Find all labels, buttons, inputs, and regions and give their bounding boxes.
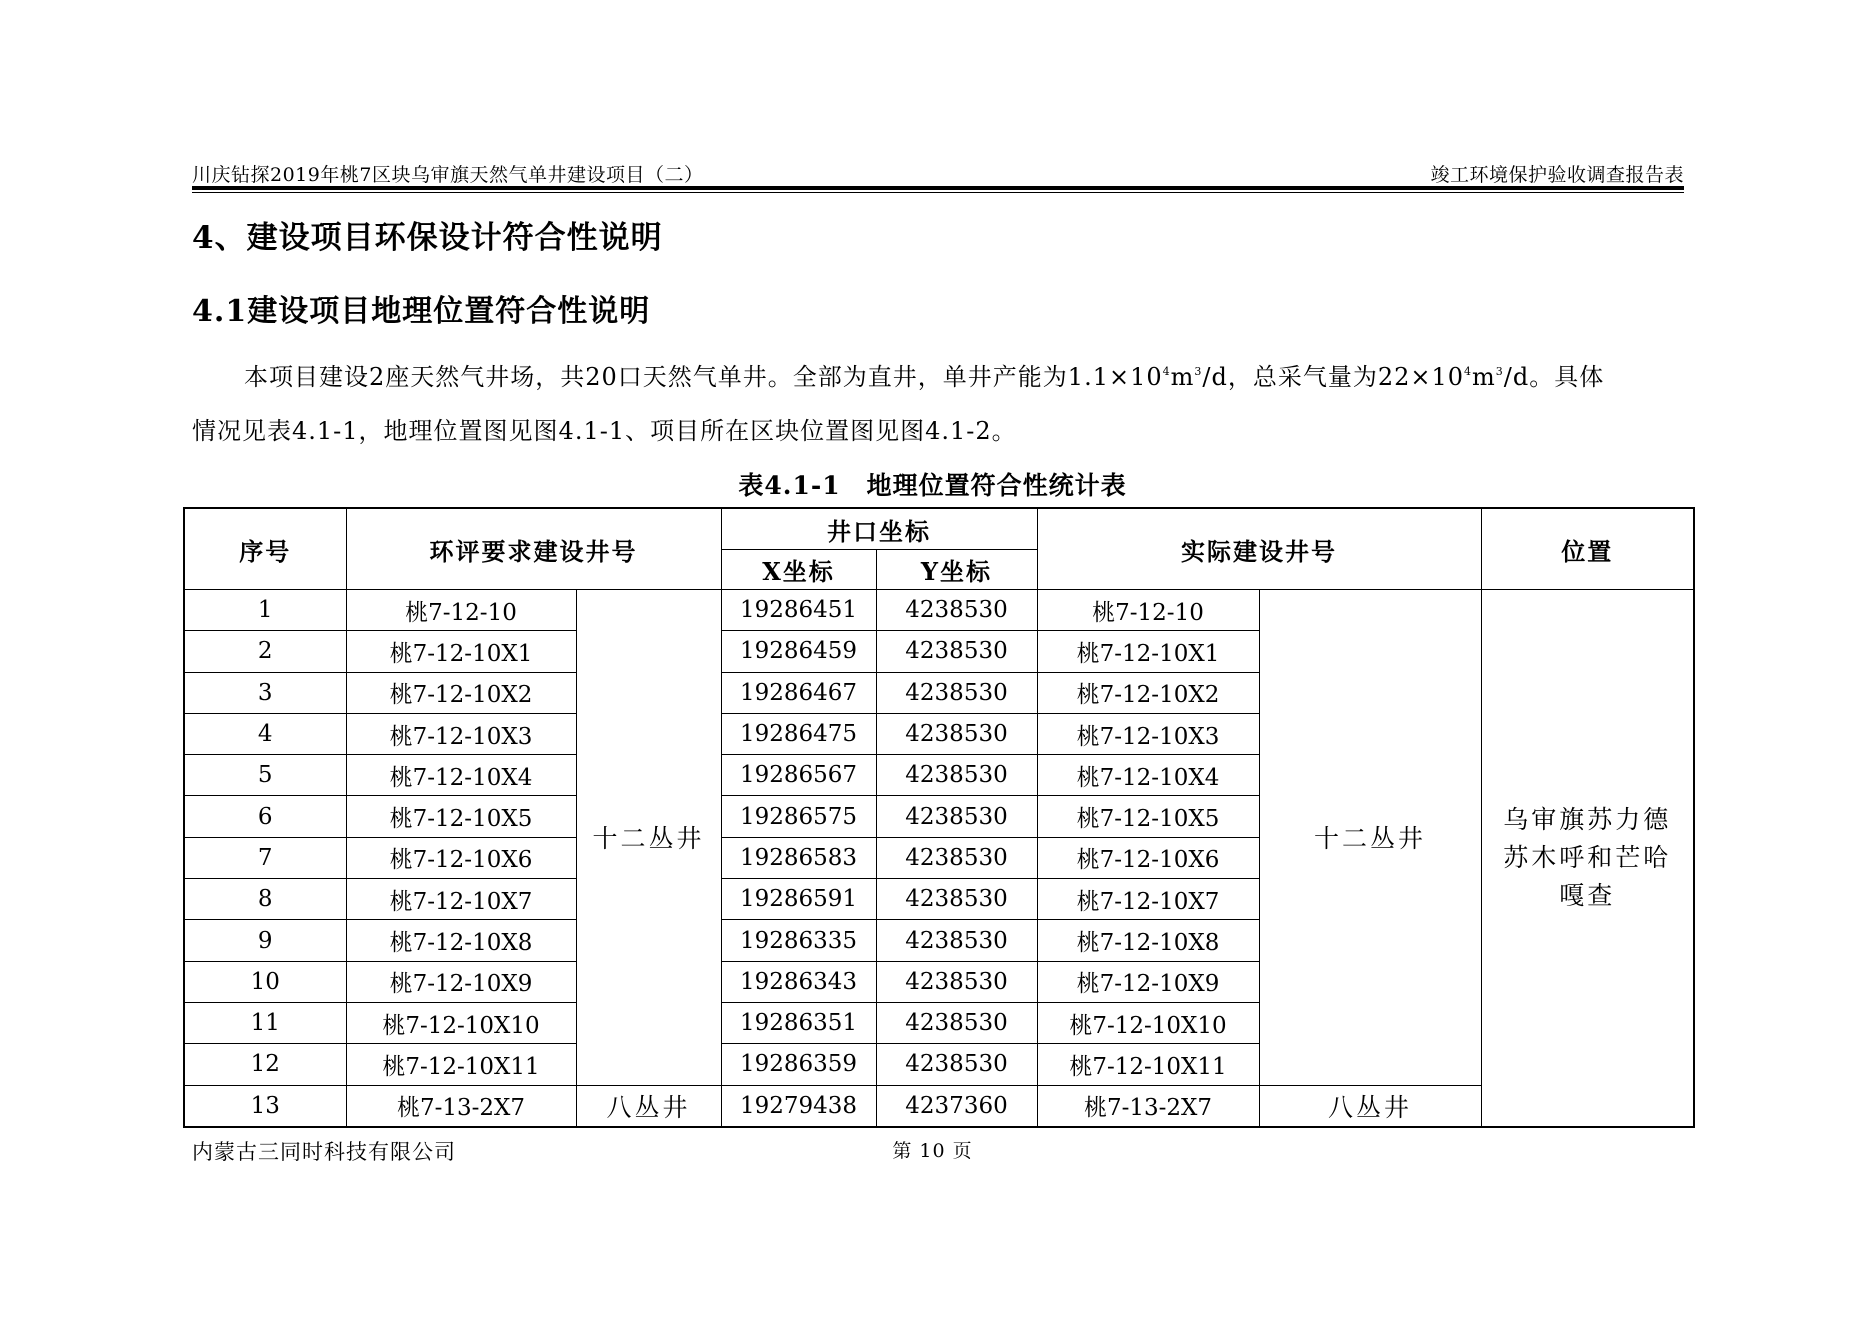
- cell-actual-well: 桃7-13-2X7: [1037, 1085, 1259, 1127]
- cell-x-coord: 19286459: [721, 631, 876, 672]
- body-paragraph: [192, 350, 1692, 458]
- cell-y-coord: 4238530: [876, 590, 1037, 631]
- header-coords: 井口坐标: [721, 508, 1037, 550]
- cell-y-coord: 4238530: [876, 879, 1037, 920]
- table-row: [184, 590, 1694, 631]
- cell-x-coord: 19279438: [721, 1085, 876, 1127]
- cell-eia-well: 桃7-12-10X8: [346, 920, 576, 961]
- cell-y-coord: 4238530: [876, 796, 1037, 837]
- cell-actual-well: 桃7-12-10X8: [1037, 920, 1259, 961]
- paragraph-line-1: 本项目建设2座天然气井场，共20口天然气单井。全部为直井，单井产能为$1.1\times 10^4m^3/d$，总采气量为$22\times 10^4m^3/d$。具体: [244, 363, 1605, 391]
- cell-x-coord: 19286567: [721, 755, 876, 796]
- cell-eia-well: 桃7-12-10X2: [346, 672, 576, 713]
- cell-y-coord: 4238530: [876, 755, 1037, 796]
- cell-actual-well: 桃7-12-10X5: [1037, 796, 1259, 837]
- cell-eia-well: 桃7-12-10X5: [346, 796, 576, 837]
- cell-eia-well: 桃7-12-10X1: [346, 631, 576, 672]
- cell-actual-well: 桃7-12-10X3: [1037, 713, 1259, 754]
- cell-y-coord: 4238530: [876, 631, 1037, 672]
- cell-seq: 5: [184, 755, 346, 796]
- cell-seq: 7: [184, 837, 346, 878]
- cell-y-coord: 4238530: [876, 1002, 1037, 1043]
- cell-x-coord: 19286335: [721, 920, 876, 961]
- header-x-coord: X坐标: [721, 550, 876, 590]
- cell-eia-well: 桃7-12-10X6: [346, 837, 576, 878]
- footer-page-number: 第 10 页: [892, 1140, 973, 1162]
- cell-actual-well: 桃7-12-10X9: [1037, 961, 1259, 1002]
- table-caption: 表4.1-1 地理位置符合性统计表: [738, 471, 1127, 500]
- cell-actual-well: 桃7-12-10X6: [1037, 837, 1259, 878]
- cell-actual-well: 桃7-12-10X10: [1037, 1002, 1259, 1043]
- cell-seq: 13: [184, 1085, 346, 1127]
- header-actual-well: 实际建设井号: [1037, 508, 1481, 590]
- cell-x-coord: 19286359: [721, 1044, 876, 1085]
- cell-x-coord: 19286583: [721, 837, 876, 878]
- cell-location: 乌审旗苏力德苏木呼和芒哈嘎查: [1481, 590, 1694, 1127]
- header-seq: 序号: [184, 508, 346, 590]
- cell-eia-well: 桃7-12-10X7: [346, 879, 576, 920]
- cell-eia-well: 桃7-12-10X9: [346, 961, 576, 1002]
- cell-actual-well: 桃7-12-10X7: [1037, 879, 1259, 920]
- header-y-coord: Y坐标: [876, 550, 1037, 590]
- cell-seq: 10: [184, 961, 346, 1002]
- cell-eia-well: 桃7-12-10X11: [346, 1044, 576, 1085]
- page-header: [192, 158, 1684, 184]
- cell-eia-group-8: 八丛井: [576, 1085, 721, 1127]
- cell-x-coord: 19286351: [721, 1002, 876, 1043]
- cell-seq: 6: [184, 796, 346, 837]
- cell-x-coord: 19286475: [721, 713, 876, 754]
- cell-y-coord: 4238530: [876, 920, 1037, 961]
- cell-y-coord: 4238530: [876, 961, 1037, 1002]
- cell-y-coord: 4237360: [876, 1085, 1037, 1127]
- cell-eia-well: 桃7-13-2X7: [346, 1085, 576, 1127]
- cell-eia-well: 桃7-12-10: [346, 590, 576, 631]
- cell-x-coord: 19286575: [721, 796, 876, 837]
- subsection-title: 4.1建设项目地理位置符合性说明: [192, 294, 651, 329]
- cell-x-coord: 19286343: [721, 961, 876, 1002]
- cell-y-coord: 4238530: [876, 1044, 1037, 1085]
- header-rule-thick: [192, 186, 1684, 190]
- cell-x-coord: 19286451: [721, 590, 876, 631]
- cell-eia-well: 桃7-12-10X3: [346, 713, 576, 754]
- location-table: [183, 507, 1695, 1128]
- cell-actual-well: 桃7-12-10X1: [1037, 631, 1259, 672]
- header-eia-well: 环评要求建设井号: [346, 508, 721, 590]
- header-location: 位置: [1481, 508, 1694, 590]
- cell-seq: 8: [184, 879, 346, 920]
- cell-actual-well: 桃7-12-10: [1037, 590, 1259, 631]
- cell-seq: 1: [184, 590, 346, 631]
- paragraph-line-2: 情况见表4.1-1，地理位置图见图4.1-1、项目所在区块位置图见图4.1-2。: [192, 417, 1017, 445]
- cell-actual-group-8: 八丛井: [1259, 1085, 1481, 1127]
- cell-seq: 11: [184, 1002, 346, 1043]
- cell-y-coord: 4238530: [876, 837, 1037, 878]
- cell-actual-group-12: 十二丛井: [1259, 590, 1481, 1086]
- header-rule-thin: [192, 192, 1684, 193]
- cell-x-coord: 19286591: [721, 879, 876, 920]
- cell-actual-well: 桃7-12-10X2: [1037, 672, 1259, 713]
- footer-company: 内蒙古三同时科技有限公司: [192, 1140, 456, 1164]
- cell-seq: 9: [184, 920, 346, 961]
- cell-y-coord: 4238530: [876, 672, 1037, 713]
- table-row: [184, 1085, 1694, 1127]
- cell-actual-well: 桃7-12-10X11: [1037, 1044, 1259, 1085]
- header-project-title: 川庆钻探2019年桃7区块乌审旗天然气单井建设项目（二）: [192, 164, 704, 186]
- cell-y-coord: 4238530: [876, 713, 1037, 754]
- cell-seq: 3: [184, 672, 346, 713]
- cell-seq: 4: [184, 713, 346, 754]
- section-title: 4、建设项目环保设计符合性说明: [192, 220, 663, 256]
- cell-seq: 12: [184, 1044, 346, 1085]
- cell-x-coord: 19286467: [721, 672, 876, 713]
- cell-eia-group-12: 十二丛井: [576, 590, 721, 1086]
- cell-actual-well: 桃7-12-10X4: [1037, 755, 1259, 796]
- cell-eia-well: 桃7-12-10X4: [346, 755, 576, 796]
- cell-eia-well: 桃7-12-10X10: [346, 1002, 576, 1043]
- cell-seq: 2: [184, 631, 346, 672]
- header-report-title: 竣工环境保护验收调查报告表: [1430, 164, 1684, 186]
